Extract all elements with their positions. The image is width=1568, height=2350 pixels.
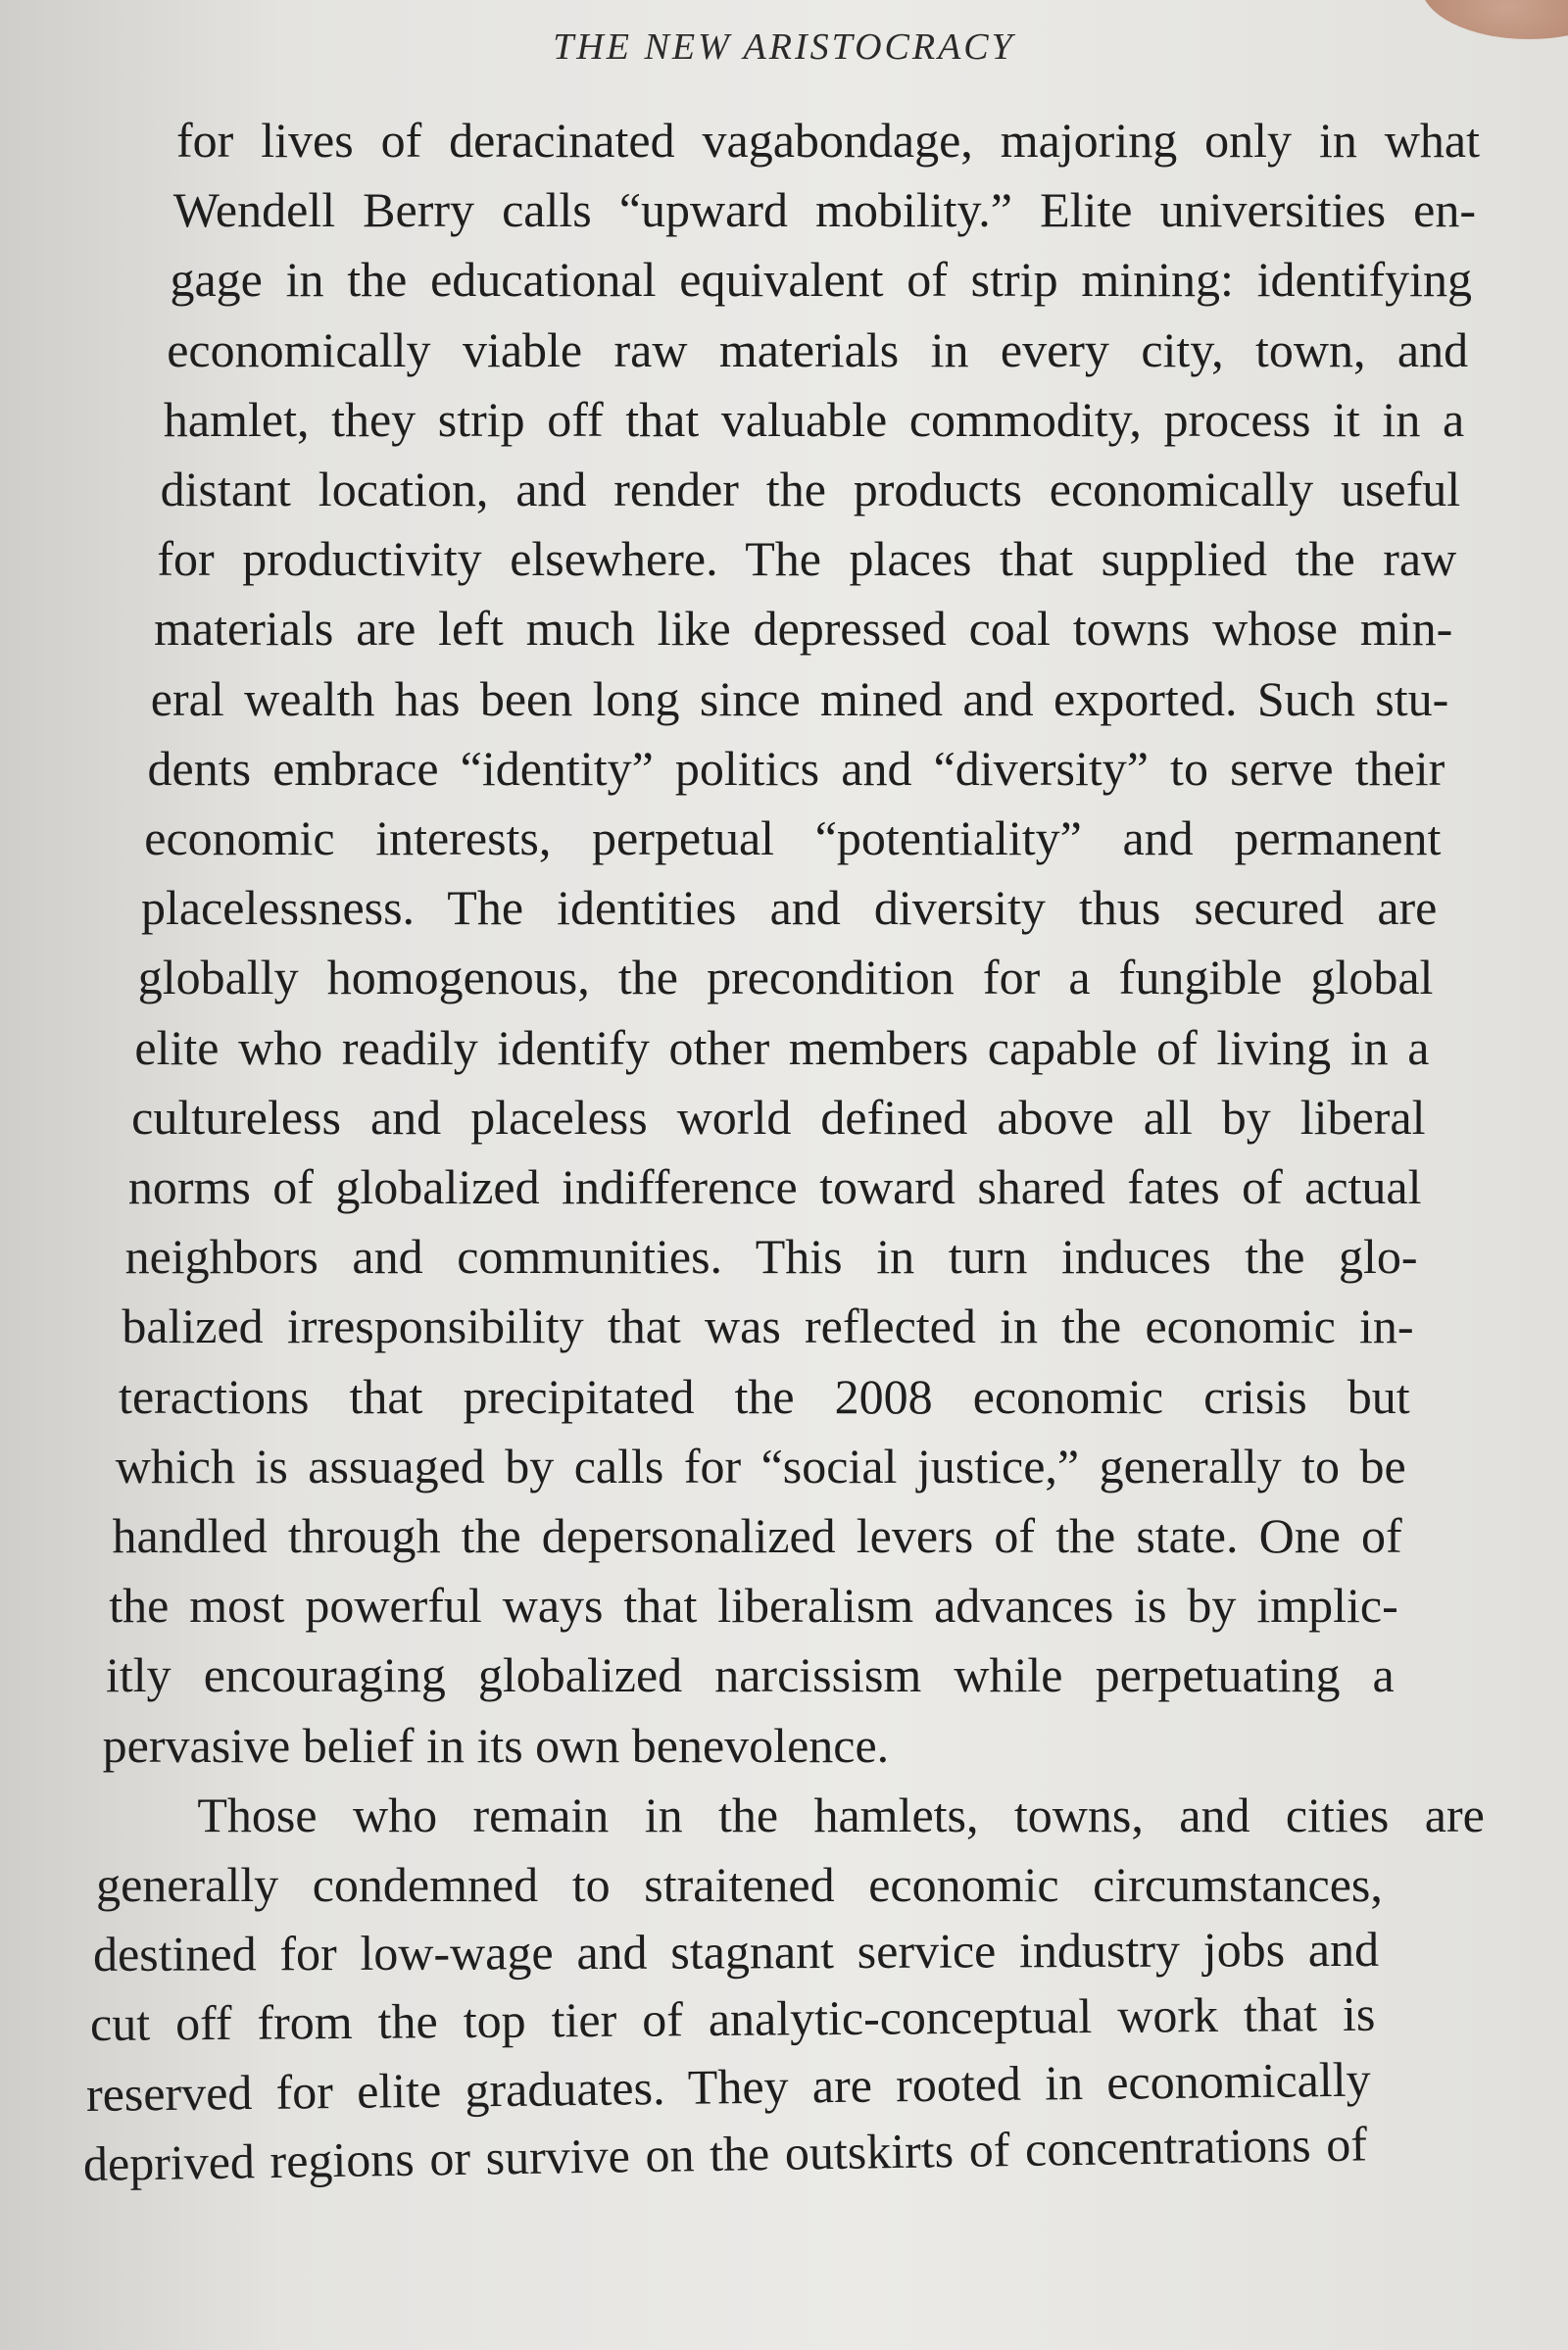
running-head: THE NEW ARISTOCRACY bbox=[553, 26, 1015, 68]
text-line: Those who remain in the hamlets, towns, and cities are bbox=[197, 1787, 1485, 1842]
text-line: teractions that precipitated the 2008 economic crisis but bbox=[119, 1368, 1410, 1424]
text-line: norms of globalized indifference toward shared fates of actual bbox=[127, 1159, 1422, 1215]
text-line: pervasive belief in its own benevolence. bbox=[102, 1717, 890, 1773]
text-line: gage in the educational equivalent of strip mining: identifying bbox=[170, 252, 1473, 308]
text-line: elite who readily identify other members capable of living in a bbox=[134, 1019, 1430, 1075]
text-line: eral wealth has been long since mined and exported. Such stu- bbox=[150, 670, 1449, 726]
text-line: hamlet, they strip off that valuable commodity, process it in a bbox=[163, 391, 1465, 447]
text-line: deprived regions or survive on the outskirts of concentrations of bbox=[82, 2116, 1368, 2191]
text-line: itly encouraging globalized narcissism while perpetuating a bbox=[105, 1647, 1395, 1703]
text-line: reserved for elite graduates. They are rooted in economically bbox=[85, 2051, 1372, 2122]
text-line: economically viable raw materials in every city, town, and bbox=[167, 321, 1469, 377]
text-line: dents embrace “identity” politics and “diversity” to serve their bbox=[147, 740, 1446, 796]
text-line: economic interests, perpetual “potentiality” and permanent bbox=[144, 810, 1442, 866]
text-line: materials are left much like depressed coal towns whose min- bbox=[154, 601, 1453, 657]
paragraph bbox=[102, 106, 1480, 1781]
text-line: neighbors and communities. This in turn induces the glo- bbox=[124, 1229, 1418, 1285]
text-line: the most powerful ways that liberalism advances is by implic- bbox=[109, 1578, 1398, 1634]
body-text bbox=[82, 106, 1485, 2199]
text-line: Wendell Berry calls “upward mobility.” Elite universities en- bbox=[172, 182, 1477, 238]
paragraph bbox=[82, 1781, 1485, 2199]
text-line: handled through the depersonalized levers of the state. One of bbox=[112, 1508, 1402, 1564]
text-line: for lives of deracinated vagabondage, majoring only in what bbox=[176, 113, 1480, 168]
text-line: destined for low-wage and stagnant service industry jobs and bbox=[92, 1922, 1379, 1983]
text-line: for productivity elsewhere. The places that supplied the raw bbox=[157, 531, 1457, 587]
text-line: generally condemned to straitened economic circumstances, bbox=[96, 1857, 1383, 1913]
text-line: balized irresponsibility that was reflected in the economic in- bbox=[122, 1298, 1414, 1354]
text-line: cut off from the top tier of analytic-conceptual work that is bbox=[89, 1986, 1376, 2052]
text-line: globally homogenous, the precondition for a fungible global bbox=[137, 950, 1434, 1005]
text-line: cultureless and placeless world defined above all by liberal bbox=[131, 1089, 1426, 1145]
text-line: distant location, and render the products economically useful bbox=[160, 462, 1461, 517]
text-line: placelessness. The identities and diversity thus secured are bbox=[140, 880, 1438, 936]
text-line: which is assuaged by calls for “social justice,” generally to be bbox=[115, 1438, 1406, 1493]
